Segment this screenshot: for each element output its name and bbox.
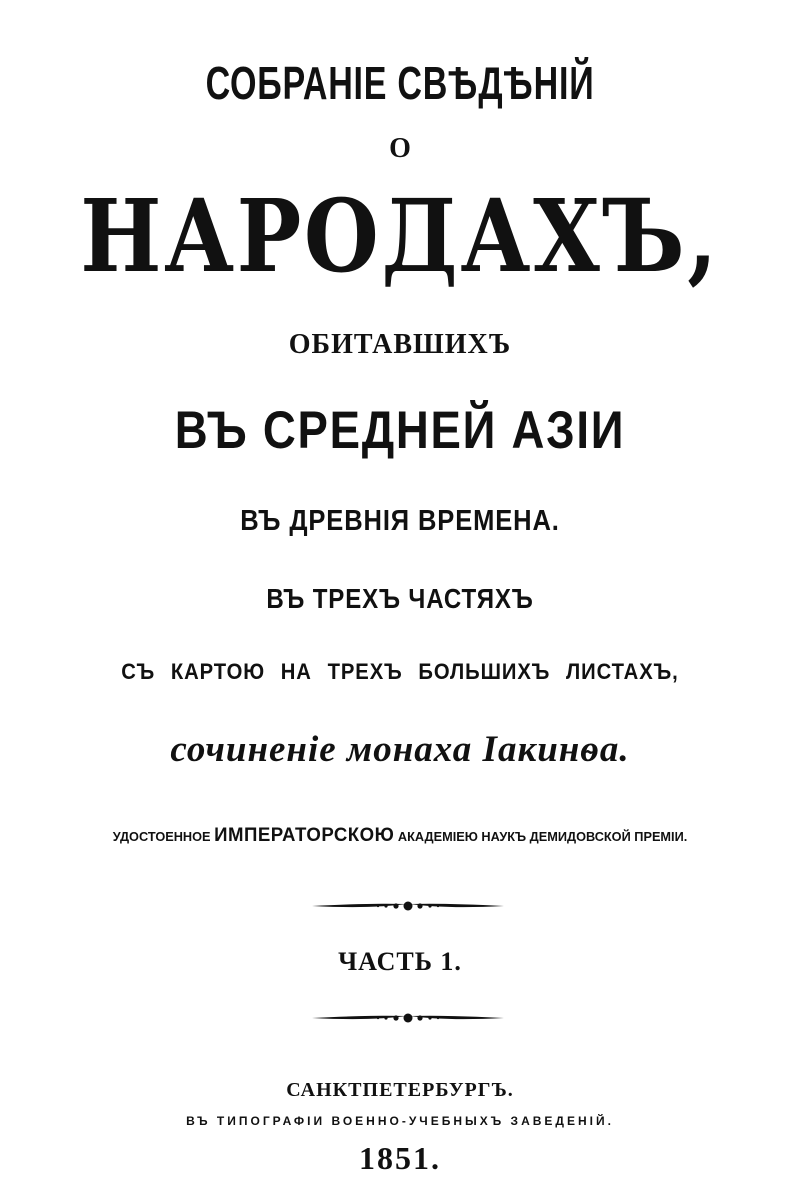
award-prefix: УДОСТОЕННОЕ bbox=[112, 829, 211, 844]
volume-label: ЧАСТЬ 1. bbox=[338, 947, 462, 976]
decorative-rule-icon bbox=[310, 1008, 506, 1028]
title-main-word: НАРОДАХЪ, bbox=[80, 177, 720, 295]
imprint-city: САНКТПЕТЕРБУРГЪ. bbox=[286, 1079, 514, 1101]
title-line-1: СОБРАНІЕ СВѢДѢНІЙ bbox=[205, 57, 595, 109]
author-line: сочиненіе монаха Іакинѳа. bbox=[170, 729, 630, 770]
award-main: ИМПЕРАТОРСКОЮ bbox=[214, 825, 395, 846]
title-line-5: ВЪ СРЕДНЕЙ АЗІИ bbox=[174, 401, 626, 460]
parts-line: ВЪ ТРЕХЪ ЧАСТЯХЪ bbox=[266, 583, 534, 614]
decorative-rule-icon bbox=[310, 896, 506, 916]
imprint-year: 1851. bbox=[359, 1140, 441, 1176]
award-suffix: АКАДЕМІЕЮ НАУКЪ ДЕМИДОВСКОЙ ПРЕМІИ. bbox=[397, 829, 688, 844]
title-line-2: О bbox=[389, 133, 411, 164]
map-line: СЪ КАРТОЮ НА ТРЕХЪ БОЛЬШИХЪ ЛИСТАХЪ, bbox=[121, 659, 679, 684]
award-line bbox=[8, 826, 792, 845]
title-line-4: ОБИТАВШИХЪ bbox=[288, 329, 512, 360]
title-line-6: ВЪ ДРЕВНІЯ ВРЕМЕНА. bbox=[240, 505, 560, 537]
imprint-printer: ВЪ ТИПОГРАФІИ ВОЕННО-УЧЕБНЫХЪ ЗАВЕДЕНІЙ. bbox=[186, 1114, 614, 1128]
